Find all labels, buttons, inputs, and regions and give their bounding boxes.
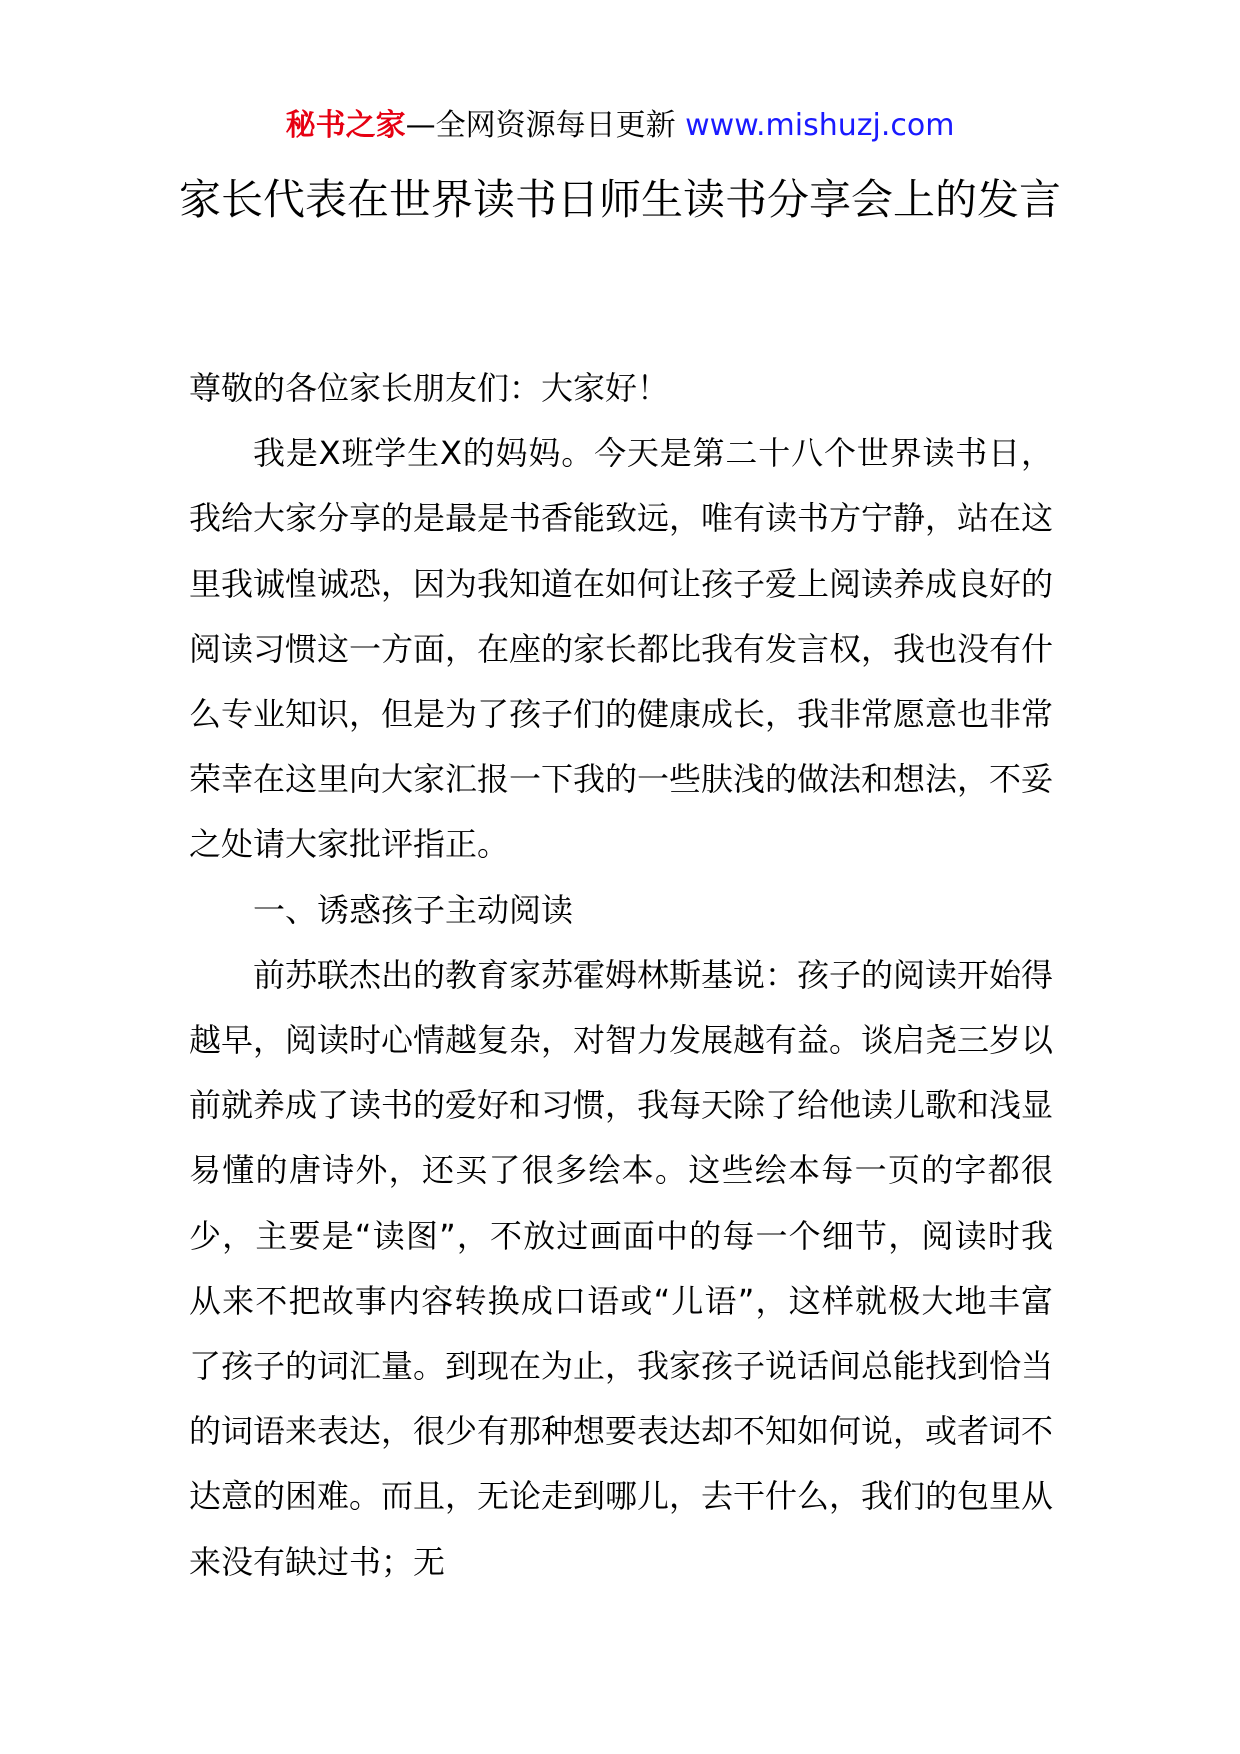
- paragraph: 我是X班学生X的妈妈。今天是第二十八个世界读书日，我给大家分享的是最是书香能致远，唯有读书方宁静，站在这里我诚惶诚恐，因为我知道在如何让孩子爱上阅读养成良好的阅读习惯这一方面，在座的家长都比我有发言权，我也没有什么专业知识，但是为了孩子们的健康成长，我非常愿意也非常荣幸在这里向大家汇报一下我的一些肤浅的做法和想法，不妥之处请大家批评指正。: [189, 434, 1054, 864]
- banner-tagline: —全网资源每日更新: [405, 108, 676, 143]
- document-title: 家长代表在世界读书日师生读书分享会上的发言: [178, 175, 1061, 224]
- paragraph: 前苏联杰出的教育家苏霍姆林斯基说：孩子的阅读开始得越早，阅读时心情越复杂，对智力发展越有益。谈启尧三岁以前就养成了读书的爱好和习惯，我每天除了给他读儿歌和浅显易懂的唐诗外，还买了很多绘本。这些绘本每一页的字都很少，主要是“读图”，不放过画面中的每一个细节，阅读时我从来不把故事内容转换成口语或“儿语”，这样就极大地丰富了孩子的词汇量。到现在为止，我家孩子说话间总能找到恰当的词语来表达，很少有那种想要表达却不知如何说，或者词不达意的困难。而且，无论走到哪儿，去干什么，我们的包里从来没有缺过书；无: [189, 955, 1054, 1581]
- site-url-link[interactable]: www.mishuzj.com: [685, 108, 955, 143]
- site-banner: [0, 104, 1240, 148]
- brand-name: 秘书之家: [285, 108, 406, 143]
- section-heading: 一、诱惑孩子主动阅读: [253, 890, 574, 929]
- document-body: [189, 356, 1053, 1595]
- salutation: 尊敬的各位家长朋友们：大家好！: [189, 369, 670, 407]
